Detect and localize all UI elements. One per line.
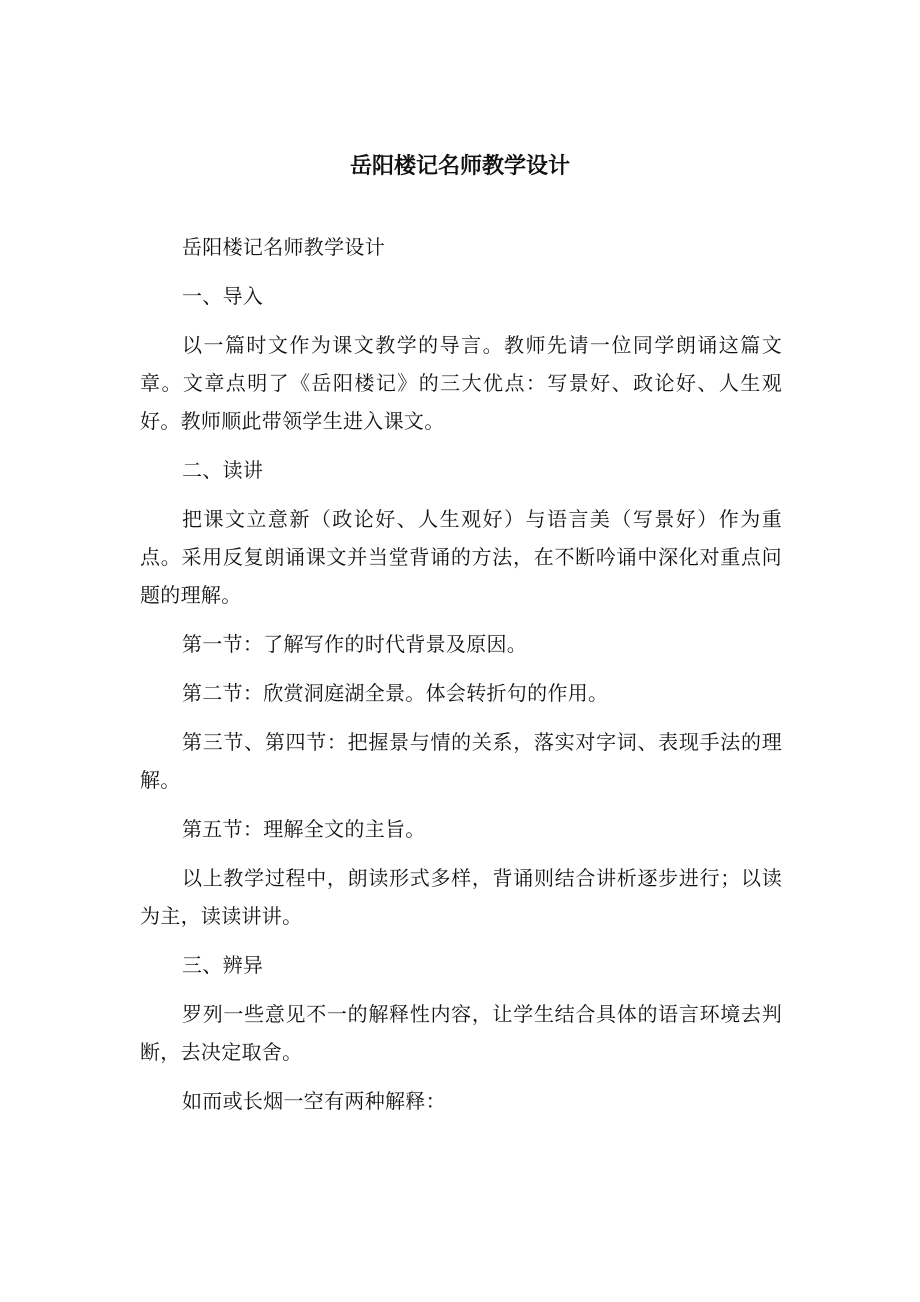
paragraph-intro: 以一篇时文作为课文教学的导言。教师先请一位同学朗诵这篇文章。文章点明了《岳阳楼记》的三大优点：写景好、政论好、人生观好。教师顺此带领学生进入课文。 <box>140 333 782 433</box>
paragraph-section-2: 第二节：欣赏洞庭湖全景。体会转折句的作用。 <box>182 681 609 705</box>
paragraph-section-5: 第五节：理解全文的主旨。 <box>182 817 426 841</box>
document-body <box>140 228 782 1131</box>
paragraph-example: 如而或长烟一空有两种解释： <box>182 1089 446 1113</box>
document-title: 岳阳楼记名师教学设计 <box>349 154 570 179</box>
paragraph-process: 以上教学过程中，朗读形式多样，背诵则结合讲析逐步进行；以读为主，读读讲讲。 <box>140 866 782 928</box>
paragraph-section-1: 第一节：了解写作的时代背景及原因。 <box>182 632 528 656</box>
paragraph-section-3-4: 第三节、第四节：把握景与情的关系，落实对字词、表现手法的理解。 <box>140 730 782 792</box>
paragraph-distinguish: 罗列一些意见不一的解释性内容，让学生结合具体的语言环境去判断，去决定取舍。 <box>140 1002 782 1064</box>
section-heading-intro: 一、导入 <box>182 284 264 308</box>
paragraph-reading: 把课文立意新（政论好、人生观好）与语言美（写景好）作为重点。采用反复朗诵课文并当堂背诵的方法，在不断吟诵中深化对重点问题的理解。 <box>140 507 782 607</box>
section-heading-reading: 二、读讲 <box>182 458 264 482</box>
paragraph-subtitle: 岳阳楼记名师教学设计 <box>182 235 385 259</box>
section-heading-distinguish: 三、辨异 <box>182 953 264 977</box>
